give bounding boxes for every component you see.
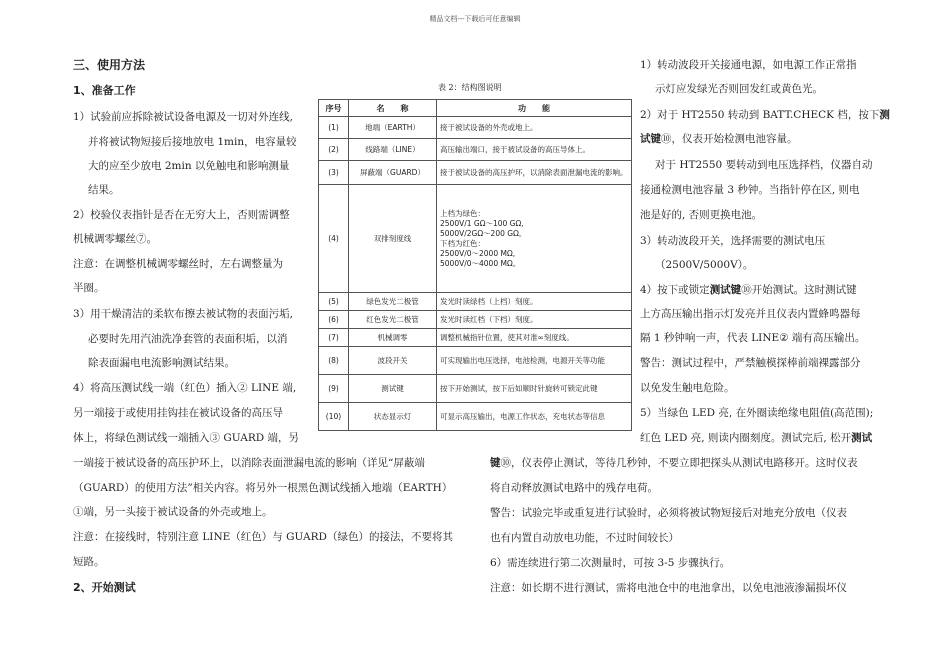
row-name: 屏蔽端（GUARD）	[349, 161, 437, 185]
right-line: 3）转动波段开关，选择需要的测试电压	[640, 235, 826, 247]
right-line: 4）按下或锁定测试键⑩开始测试。这时测试键	[640, 284, 857, 296]
section-title: 三、使用方法	[73, 58, 146, 72]
row-no: (8)	[319, 347, 349, 375]
table-row	[319, 139, 632, 161]
right-line: 以免发生触电危险。	[640, 382, 735, 394]
right-line: 6）需连续进行第二次测量时，可按 3-5 步骤执行。	[490, 557, 731, 569]
left-line: 半圈。	[73, 282, 105, 294]
row-function: 调整机械指针位置，使其对准∞刻度线。	[437, 329, 632, 347]
left-line: 另一端接于或使用挂钩挂在被试设备的高压导	[73, 407, 283, 419]
subtitle-start-test: 2、开始测试	[73, 581, 136, 594]
row-function: 发光时读红档（下档）刻度。	[437, 311, 632, 329]
row-no: (10)	[319, 403, 349, 431]
left-line: 机械调零螺丝⑦。	[73, 233, 157, 245]
right-line: 1）转动波段开关接通电源，如电源工作正常指	[640, 59, 857, 71]
row-name: 测试键	[349, 375, 437, 403]
left-line: 短路。	[73, 556, 105, 568]
row-no: (1)	[319, 117, 349, 139]
header-no: 序号	[319, 100, 349, 117]
left-line: 3）用干燥清洁的柔软布擦去被试物的表面污垢,	[73, 308, 294, 320]
left-line: 体上，将绿色测试线一端插入③ GUARD 端，另	[73, 432, 299, 444]
right-line: 隔 1 秒钟响一声，代表 LINE② 端有高压输出。	[640, 332, 866, 344]
row-name: 地端（EARTH）	[349, 117, 437, 139]
row-function: 接于被试设备的高压护环，以消除表面泄漏电流的影响。	[437, 161, 632, 185]
table-row	[319, 375, 632, 403]
right-line: 示灯应发绿光否则回发红或黄色光。	[655, 83, 823, 95]
left-line: （GUARD）的使用方法”相关内容。将另外一根黑色测试线插入地端（EARTH）	[73, 482, 453, 494]
table-row	[319, 329, 632, 347]
right-line: 接通检测电池容量 3 秒钟。当指针停在区, 则电	[640, 184, 860, 196]
right-line: （2500V/5000V）。	[655, 259, 754, 271]
row-function: 可显示高压输出，电源工作状态，充电状态等信息	[437, 403, 632, 431]
row-function: 高压输出端口，接于被试设备的高压导体上。	[437, 139, 632, 161]
row-name: 绿色发光二极管	[349, 293, 437, 311]
left-line: 注意：在接线时，特别注意 LINE（红色）与 GUARD（绿色）的接法，不要将其	[73, 531, 453, 543]
left-line: 1）试验前应拆除被试设备电源及一切对外连线,	[73, 111, 294, 123]
table-row	[319, 161, 632, 185]
row-name: 机械调零	[349, 329, 437, 347]
row-function: 发光时读绿档（上档）刻度。	[437, 293, 632, 311]
right-line: 警告：试验完毕或重复进行试验时，必须将被试物短接后对地充分放电（仪表	[490, 507, 847, 519]
row-name: 双排刻度线	[349, 185, 437, 293]
right-line: 试键⑩，仪表开始检测电池容量。	[640, 133, 798, 145]
row-no: (5)	[319, 293, 349, 311]
right-line: 键⑩，仪表停止测试，等待几秒钟，不要立即把探头从测试电路移开。这时仪表	[490, 457, 858, 469]
right-line: 警告：测试过程中，严禁触模探棒前端裸露部分	[640, 357, 861, 369]
right-line: 红色 LED 亮, 则读内圈刻度。测试完后, 松开测试	[640, 432, 873, 444]
table-caption: 表 2：结构图说明	[438, 83, 502, 92]
left-line: 大的应至少放电 2min 以免触电和影响测量	[88, 160, 290, 172]
row-name: 线路端（LINE）	[349, 139, 437, 161]
right-line: 上方高压输出指示灯发亮并且仪表内置蜂鸣器每	[640, 308, 861, 320]
page-header: 精品文档---下载后可任意编辑	[429, 15, 521, 23]
structure-table	[318, 99, 632, 431]
row-no: (4)	[319, 185, 349, 293]
row-no: (2)	[319, 139, 349, 161]
row-name: 状态显示灯	[349, 403, 437, 431]
row-function: 可实现输出电压选择，电池检测，电源开关等功能	[437, 347, 632, 375]
left-line: 并将被试物短接后接地放电 1min，电容量较	[88, 136, 297, 148]
left-line: ①端，另一头接于被试设备的外壳或地上。	[73, 506, 273, 518]
left-line: 4）将高压测试线一端（红色）插入② LINE 端,	[73, 382, 297, 394]
header-function: 功 能	[437, 100, 632, 117]
right-line: 池是好的, 否则更换电池。	[640, 209, 763, 221]
right-line: 对于 HT2550 要转动到电压选择档，仪器自动	[655, 159, 873, 171]
right-line: 5）当绿色 LED 亮, 在外圈读绝缘电阻值(高范围);	[640, 407, 874, 419]
table-row	[319, 117, 632, 139]
right-line: 注意：如长期不进行测试，需将电池仓中的电池拿出，以免电池液渗漏损坏仪	[490, 582, 847, 594]
row-function: 上档为绿色： 2500V/1 GΩ～100 GΩ, 5000V/2GΩ～200 GΩ。 下档为红色： 2500V/0～2000 MΩ, 5000V/0～4000 MΩ。	[437, 185, 632, 293]
header-name: 名 称	[349, 100, 437, 117]
row-no: (9)	[319, 375, 349, 403]
table-header-row	[319, 100, 632, 117]
row-name: 红色发光二极管	[349, 311, 437, 329]
right-line: 将自动释放测试电路中的残存电荷。	[490, 482, 658, 494]
left-line: 必要时先用汽油洗净套管的表面积垢，以消	[88, 333, 288, 345]
left-line: 结果。	[88, 184, 120, 196]
right-line: 2）对于 HT2550 转动到 BATT.CHECK 档，按下测	[640, 109, 890, 121]
table-row	[319, 185, 632, 293]
table-row	[319, 311, 632, 329]
table-row	[319, 403, 632, 431]
row-no: (3)	[319, 161, 349, 185]
right-line: 也有内置自动放电功能，不过时间较长）	[490, 532, 679, 544]
row-no: (6)	[319, 311, 349, 329]
left-line: 除表面漏电电流影响测试结果。	[88, 357, 235, 369]
table-row	[319, 347, 632, 375]
row-function: 接于被试设备的外壳或地上。	[437, 117, 632, 139]
left-line: 2）校验仪表指针是否在无穷大上，否则需调整	[73, 209, 290, 221]
row-name: 波段开关	[349, 347, 437, 375]
left-line: 一端接于被试设备的高压护环上，以消除表面泄漏电流的影响（详见“屏蔽端	[73, 457, 425, 469]
row-no: (7)	[319, 329, 349, 347]
row-function: 按下开始测试，按下后如顺时针旋转可锁定此键	[437, 375, 632, 403]
table-row	[319, 293, 632, 311]
subtitle-preparation: 1、准备工作	[73, 84, 136, 97]
left-line: 注意：在调整机械调零螺丝时，左右调整量为	[73, 258, 283, 270]
